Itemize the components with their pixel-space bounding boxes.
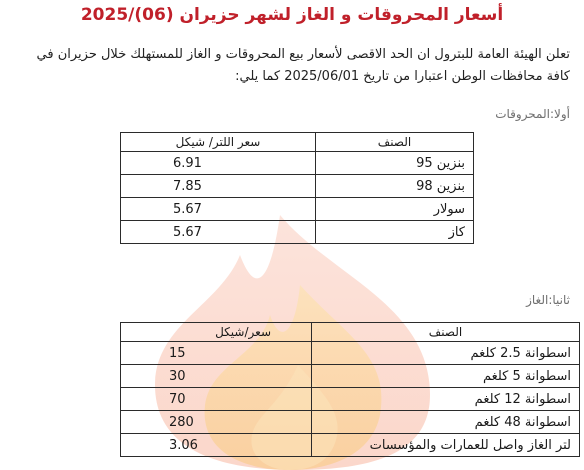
gas-price: 3.06: [121, 434, 312, 457]
fuel-price: 5.67: [121, 221, 316, 244]
intro-paragraph: تعلن الهيئة العامة للبترول ان الحد الاقصى لأسعار بيع المحروقات و الغاز للمستهلك خلال حزيران في كافة محافظات الوطن اعتبارا من تاريخ 2025/06/01 كما يلي:: [36, 47, 570, 84]
gas-name: اسطوانة 12 كلغم: [312, 388, 580, 411]
table-row: [121, 365, 580, 388]
gas-price-table: [120, 322, 580, 457]
fuel-name: بنزين 98: [316, 175, 474, 198]
column-header-price: سعر/شيكل: [121, 323, 312, 342]
gas-price: 15: [121, 342, 312, 365]
fuel-price: 5.67: [121, 198, 316, 221]
column-header-item: الصنف: [316, 133, 474, 152]
table-row: [121, 388, 580, 411]
table-header-row: [121, 323, 580, 342]
table-header-row: [121, 133, 474, 152]
fuel-price: 6.91: [121, 152, 316, 175]
table-row: [121, 175, 474, 198]
gas-name: اسطوانة 48 كلغم: [312, 411, 580, 434]
page-title: أسعار المحروقات و الغاز لشهر حزيران (06)/2025: [80, 5, 504, 25]
column-header-item: الصنف: [312, 323, 580, 342]
table-row: [121, 221, 474, 244]
gas-price: 280: [121, 411, 312, 434]
gas-name: لتر الغاز واصل للعمارات والمؤسسات: [312, 434, 580, 457]
fuel-price-table: [120, 132, 474, 244]
fuel-name: بنزين 95: [316, 152, 474, 175]
fuel-name: سولار: [316, 198, 474, 221]
fuel-name: كاز: [316, 221, 474, 244]
column-header-price: سعر اللتر/ شيكل: [121, 133, 316, 152]
gas-section-label: ثانيا:الغاز: [526, 293, 570, 307]
table-row: [121, 434, 580, 457]
table-row: [121, 152, 474, 175]
gas-name: اسطوانة 2.5 كلغم: [312, 342, 580, 365]
table-row: [121, 411, 580, 434]
fuel-section-label: أولا:المحروقات: [495, 107, 570, 121]
fuel-price: 7.85: [121, 175, 316, 198]
table-row: [121, 198, 474, 221]
gas-price: 70: [121, 388, 312, 411]
table-row: [121, 342, 580, 365]
gas-price: 30: [121, 365, 312, 388]
gas-name: اسطوانة 5 كلغم: [312, 365, 580, 388]
